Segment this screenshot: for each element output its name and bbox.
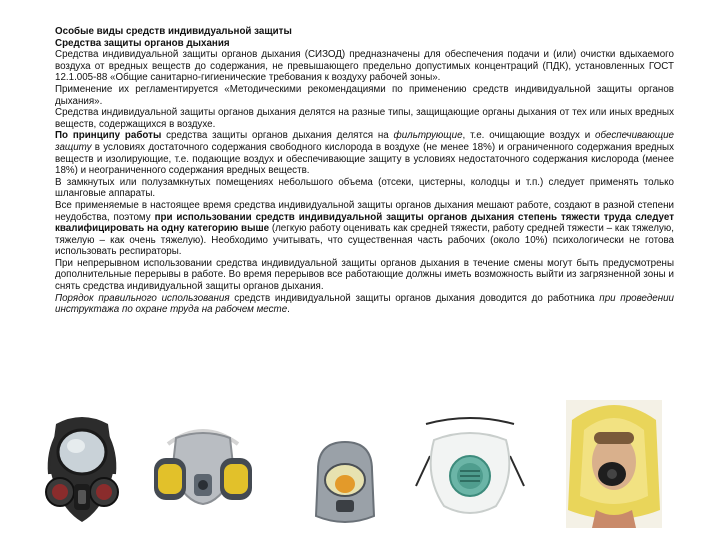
paragraph-types: Средства индивидуальной защиты органов дыхания делятся на разные типы, защищающие органы дыхания от тех или иных вредных веществ, содержащихся в воздухе. [55, 107, 674, 130]
severity-bold-rule: при использовании средств индивидуальной защиты органов дыхания степень тяжести труда следует квалифицировать на одну категорию выше [55, 211, 674, 235]
paragraph-breaks: При непрерывном использовании средства индивидуальной защиты органов дыхания в течение смены могут быть предусмотрены дополнительные перерывы в работе. Во время перерывов все работающие должны иметь возможность выйти из загрязненной зоны и снять средства индивидуальной защиты органов дыхания. [55, 257, 674, 293]
paragraph-enclosed-spaces: В замкнутых или полузамкнутых помещениях небольшого объема (отсеки, цистерны, колодцы и т.п.) следует применять только шланговые аппараты. [55, 176, 674, 200]
heading-special-ppe: Особые виды средств индивидуальной защиты [55, 26, 292, 37]
instruction-italic-2: при проведении инструктажа по охране труда на рабочем месте [55, 292, 674, 316]
severity-text-2: (легкую работу оценивать как средней тяжести, работу средней тяжести – как тяжелую, тяжелую – как очень тяжелую). Необходимо учитывать, что существенная часть рабочих (около 10%) психологически не готова использовать респираторы. [55, 223, 674, 258]
paragraph-regulation: Применение их регламентируется «Методическими рекомендациями по применению средств индивидуальной защиты органов дыхания». [55, 83, 674, 107]
heading-respiratory-protection: Средства защиты органов дыхания [55, 37, 230, 49]
disposable-respirator-with-valve-icon [412, 416, 528, 520]
principle-bold-lead: По принципу работы [55, 130, 162, 142]
instruction-text-1: средств индивидуальной защиты органов дыхания доводится до работника [229, 292, 600, 304]
severity-text-1: Все применяемые в настоящее время средства индивидуальной защиты органов дыхания мешают работе, создают в разной степени неудобства, поэтому [55, 199, 674, 223]
yellow-escape-hood-person-icon [566, 400, 662, 528]
instruction-text-2: . [287, 304, 290, 316]
instruction-italic-1: Порядок правильного использования [55, 292, 230, 304]
principle-text-3: в условиях достаточного содержания свободного кислорода в воздухе (не менее 18%) и ограниченного содержания вредных веществ и изолирующие, т.е. подающие воздух и обеспечивающие защиту в условиях недостаточного содержания кислорода (менее 18%) и неограниченного содержания вредных веществ. [55, 141, 674, 177]
principle-italic-filtering: фильтрующие [393, 130, 463, 142]
half-mask-twin-filter-respirator-icon [148, 424, 258, 516]
escape-hood-icon [310, 440, 380, 528]
full-face-gas-mask-icon [36, 412, 128, 528]
principle-italic-protection: обеспечивающие защиту [55, 130, 674, 153]
principle-text-2: , т.е. очищающие воздух и [462, 130, 596, 142]
paragraph-definition: Средства индивидуальной защиты органов дыхания (СИЗОД) предназначены для обеспечения подачи и (или) очистки вдыхаемого воздуха от вредных веществ до содержания, не превышающего предельно допустимых концентраций (ПДК), установленных ГОСТ 12.1.005-88 «Общие санитарно-гигиенические требования к воздуху рабочей зоны». [55, 49, 674, 84]
principle-text-1: средства защиты органов дыхания делятся на [161, 130, 394, 142]
